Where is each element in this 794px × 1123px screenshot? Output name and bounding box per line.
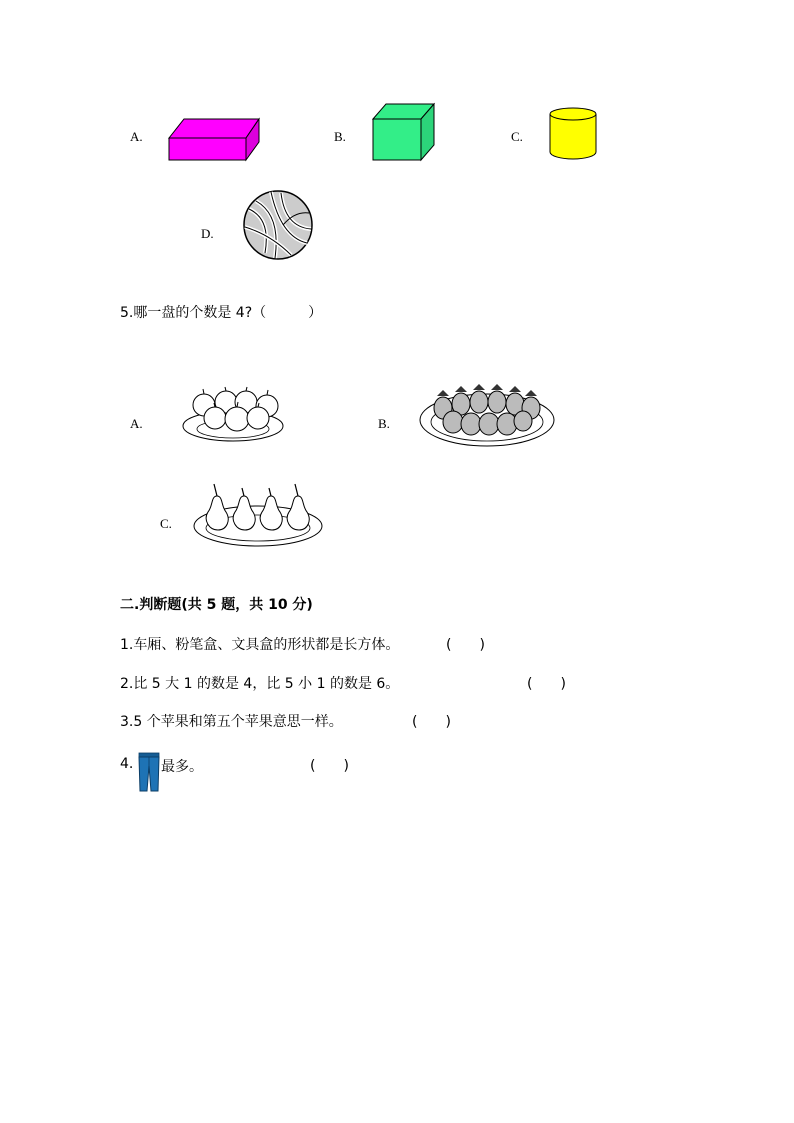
ball-figure bbox=[241, 189, 315, 261]
option-a-label: A. bbox=[130, 129, 143, 144]
judge-item-1-answer[interactable]: ( ) bbox=[446, 637, 485, 653]
option-d-label: D. bbox=[201, 226, 214, 241]
q5-option-b-label: B. bbox=[378, 416, 390, 431]
question-5-text: 5.哪一盘的个数是 4?（ ） bbox=[120, 305, 323, 321]
q5-option-c-label: C. bbox=[160, 516, 172, 531]
judge-item-4-answer[interactable]: ( ) bbox=[310, 758, 349, 774]
judge-item-3-answer[interactable]: ( ) bbox=[412, 714, 451, 730]
cube-figure bbox=[371, 102, 437, 162]
judge-item-2-text: 2.比 5 大 1 的数是 4，比 5 小 1 的数是 6。 bbox=[120, 676, 400, 692]
pear-plate-figure bbox=[191, 478, 325, 550]
judge-item-2-answer[interactable]: ( ) bbox=[527, 676, 566, 692]
section-2-title: 二.判断题(共 5 题，共 10 分) bbox=[120, 597, 313, 613]
q5-option-a-label: A. bbox=[130, 416, 143, 431]
strawberry-plate-figure bbox=[417, 378, 557, 450]
judge-item-1-text: 1.车厢、粉笔盒、文具盒的形状都是长方体。 bbox=[120, 637, 400, 653]
judge-item-4-text: 最多。 bbox=[161, 759, 203, 775]
apple-plate-figure bbox=[180, 386, 286, 446]
option-b-label: B. bbox=[334, 129, 346, 144]
cuboid-figure bbox=[166, 116, 262, 164]
judge-item-3-text: 3.5 个苹果和第五个苹果意思一样。 bbox=[120, 714, 343, 730]
cylinder-figure bbox=[548, 106, 600, 162]
pants-icon bbox=[137, 752, 161, 792]
option-c-label: C. bbox=[511, 129, 523, 144]
judge-item-4-number: 4. bbox=[120, 756, 134, 772]
